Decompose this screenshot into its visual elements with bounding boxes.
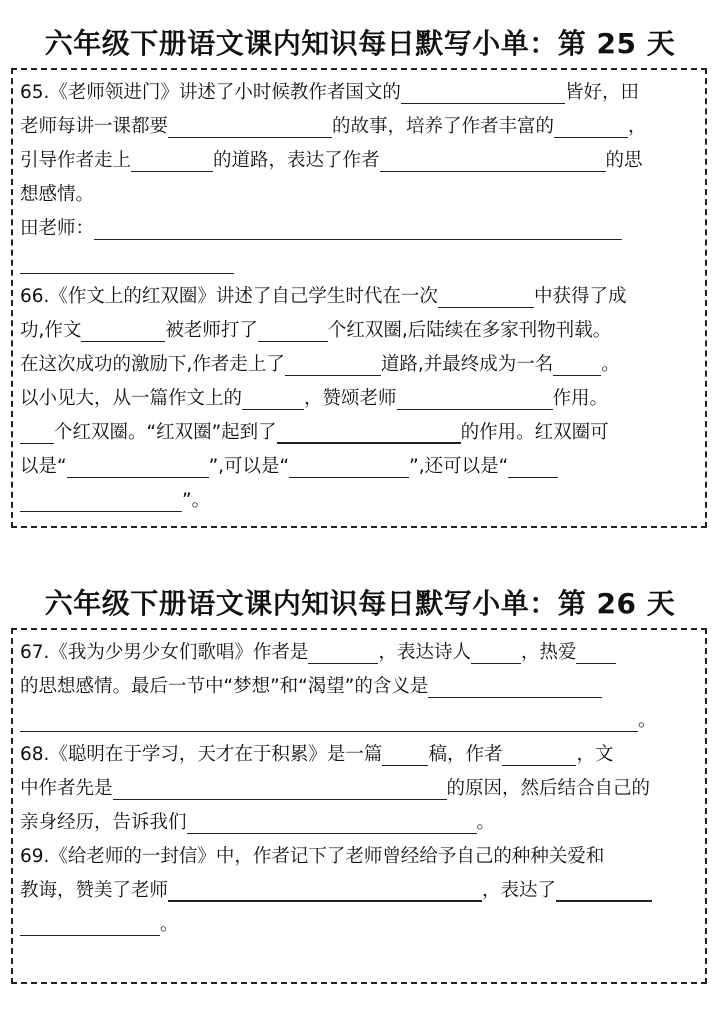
q66-blank-5[interactable]: [553, 353, 601, 376]
q65-line-2: 老师每讲一课都要 的故事，培养了作者丰富的 ，: [20, 116, 647, 137]
q65-line-5: 田老师：: [20, 212, 699, 246]
q65-line-1: 65.《老师领进门》讲述了小时候教作者国文的 皆好，田: [20, 82, 639, 103]
q65-blank-teacher[interactable]: [94, 217, 622, 240]
q65-line-3: 引导作者走上 的道路，表达了作者 的思: [20, 150, 643, 171]
q65-line-6: [20, 246, 699, 280]
q66-line-4: 以小见大，从一篇作文上的 ，赞颂老师 作用。: [20, 388, 609, 409]
q65-blank-4[interactable]: [131, 149, 213, 172]
q67-blank-2[interactable]: [471, 641, 521, 664]
q66-blank-8[interactable]: [20, 421, 54, 444]
q69-blank-2[interactable]: [556, 878, 652, 902]
q68-blank-3[interactable]: [113, 777, 447, 800]
q66-blank-11[interactable]: [289, 455, 409, 478]
worksheet-box-day-25: [11, 68, 707, 528]
q67-line-2: 的思想感情。最后一节中“梦想”和“渴望”的含义是: [20, 670, 699, 704]
q65-blank-2[interactable]: [168, 115, 332, 138]
q67-blank-1[interactable]: [308, 641, 378, 664]
q66-blank-1[interactable]: [438, 285, 534, 308]
worksheet-content-day-26: [20, 636, 699, 942]
q68-blank-1[interactable]: [382, 743, 428, 766]
q67-line-1: 67.《我为少男少女们歌唱》作者是 ，表达诗人 ，热爱: [20, 636, 699, 670]
q65-blank-teacher-cont[interactable]: [20, 251, 234, 274]
q66-blank-2[interactable]: [81, 319, 165, 342]
q69-line-1: 69.《给老师的一封信》中，作者记下了老师曾经给予自己的种种关爱和: [20, 846, 605, 867]
q66-blank-12-cont[interactable]: [20, 489, 182, 512]
q66-line-3: 在这次成功的激励下,作者走上了 道路,并最终成为一名 。: [20, 354, 620, 375]
q65-blank-3[interactable]: [554, 115, 628, 138]
q66-line-2: 功,作文 被老师打了 个红双圈,后陆续在多家刊物刊载。: [20, 320, 612, 341]
q68-blank-2[interactable]: [502, 743, 576, 766]
q69-blank-1[interactable]: [168, 878, 482, 902]
page-title-day-26: 六年级下册语文课内知识每日默写小单：第 26 天: [44, 587, 676, 620]
q66-line-6: 以是“ ”,可以是“ ”,还可以是“: [20, 450, 699, 484]
q66-blank-10[interactable]: [67, 455, 209, 478]
page-title-day-25: 六年级下册语文课内知识每日默写小单：第 25 天: [44, 27, 676, 60]
q66-line-1: 66.《作文上的红双圈》讲述了自己学生时代在一次 中获得了成: [20, 286, 627, 307]
q66-blank-12[interactable]: [508, 455, 558, 478]
q66-blank-4[interactable]: [285, 353, 381, 376]
q67-line-3: 。: [20, 704, 699, 738]
worksheet-box-day-26: [11, 628, 707, 984]
q69-line-2: 教诲，赞美了老师 ，表达了: [20, 874, 699, 908]
q68-line-2: 中作者先是 的原因，然后结合自己的: [20, 778, 651, 799]
q69-line-3: 。: [20, 908, 699, 942]
q65-blank-1[interactable]: [401, 81, 565, 104]
worksheet-content-day-25: [20, 76, 699, 518]
q66-line-5: 个红双圈。“红双圈”起到了 的作用。红双圈可: [20, 416, 699, 450]
q65-line-4: 想感情。: [20, 184, 95, 205]
q67-blank-4-cont[interactable]: [20, 709, 638, 732]
q65-blank-5[interactable]: [380, 149, 606, 172]
q66-blank-7[interactable]: [397, 387, 553, 410]
q66-blank-3[interactable]: [258, 319, 328, 342]
q66-line-7: ”。: [20, 484, 699, 518]
q69-blank-2-cont[interactable]: [20, 913, 160, 936]
q66-blank-6[interactable]: [242, 387, 304, 410]
q68-blank-4[interactable]: [187, 811, 477, 834]
q68-line-1: 68.《聪明在于学习，天才在于积累》是一篇 稿，作者 ，文: [20, 744, 614, 765]
q66-blank-9[interactable]: [277, 420, 461, 444]
q68-line-3: 亲身经历，告诉我们 。: [20, 812, 496, 833]
q67-blank-3[interactable]: [576, 641, 616, 664]
q67-blank-4[interactable]: [428, 675, 602, 698]
